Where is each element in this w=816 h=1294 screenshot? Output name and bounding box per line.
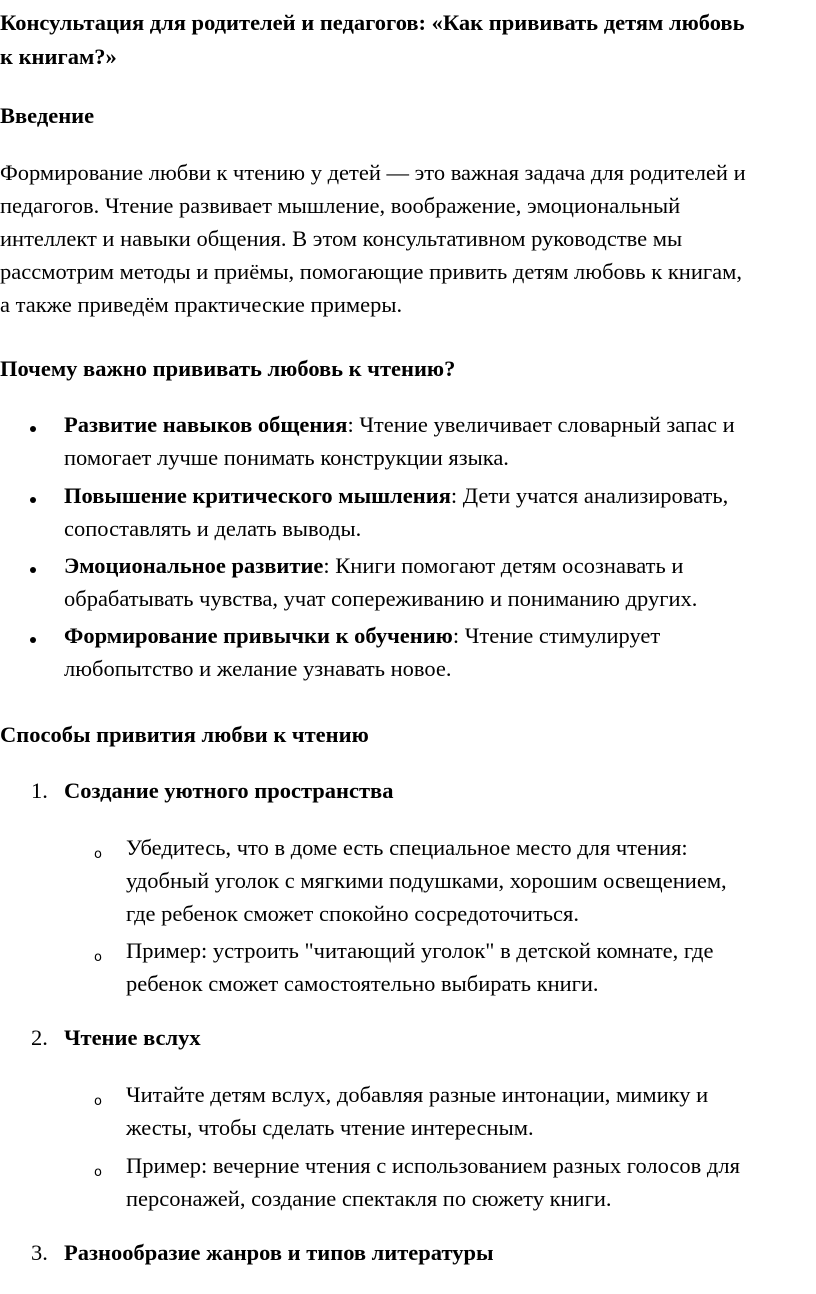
sub-bullet-icon: o	[94, 950, 102, 965]
sub-list-item	[126, 831, 816, 930]
sub-item-line: Читайте детям вслух, добавляя разные интонации, мимику и	[126, 1082, 709, 1107]
title-line-1: Консультация для родителей и педагогов: «Как прививать детям любовь	[0, 10, 745, 35]
item-label: Чтение вслух	[64, 1025, 201, 1050]
bullet-icon	[30, 426, 36, 432]
title-line-2: к книгам?»	[0, 44, 117, 69]
methods-heading: Способы привития любви к чтению	[0, 722, 369, 747]
sub-bullet-icon: o	[94, 1094, 102, 1109]
list-item	[64, 619, 814, 685]
why-heading: Почему важно прививать любовь к чтению?	[0, 356, 456, 381]
sub-item-line: жесты, чтобы сделать чтение интересным.	[126, 1115, 534, 1140]
sub-item-line: удобный уголок с мягкими подушками, хорошим освещением,	[126, 868, 727, 893]
intro-heading: Введение	[0, 103, 95, 128]
sub-item-line: персонажей, создание спектакля по сюжету книги.	[126, 1186, 612, 1211]
intro-line: интеллект и навыки общения. В этом консультативном руководстве мы	[0, 226, 683, 251]
sub-item-line: где ребенок сможет спокойно сосредоточиться.	[126, 901, 580, 926]
list-item-text: любопытство и желание узнавать новое.	[64, 656, 452, 681]
list-item-term: Повышение критического мышления	[64, 483, 451, 508]
list-item-term: Эмоциональное развитие	[64, 553, 324, 578]
item-number: 2.	[31, 1025, 48, 1050]
item-number: 1.	[31, 778, 48, 803]
sub-list-item	[126, 1149, 816, 1215]
sub-bullet-icon: o	[94, 1165, 102, 1180]
list-item	[64, 479, 814, 545]
list-item-text: : Дети учатся анализировать,	[450, 483, 729, 508]
bullet-icon	[30, 567, 36, 573]
document-title	[0, 6, 816, 74]
sub-item-line: Пример: устроить "читающий уголок" в детской комнате, где	[126, 938, 714, 963]
list-item-term: Развитие навыков общения	[64, 412, 348, 437]
item-label: Разнообразие жанров и типов литературы	[64, 1240, 494, 1265]
item-label: Создание уютного пространства	[64, 778, 394, 803]
list-item-text: : Чтение увеличивает словарный запас и	[347, 412, 735, 437]
intro-line: Формирование любви к чтению у детей — это важная задача для родителей и	[0, 160, 746, 185]
sub-item-line: Убедитесь, что в доме есть специальное место для чтения:	[126, 835, 688, 860]
list-item	[64, 549, 814, 615]
sub-item-line: ребенок сможет самостоятельно выбирать книги.	[126, 971, 599, 996]
sub-list-item	[126, 1078, 816, 1144]
item-number: 3.	[31, 1240, 48, 1265]
list-item-term: Формирование привычки к обучению	[64, 623, 453, 648]
bullet-icon	[30, 637, 36, 643]
list-item-text: : Чтение стимулирует	[452, 623, 661, 648]
sub-item-line: Пример: вечерние чтения с использованием разных голосов для	[126, 1153, 740, 1178]
bullet-icon	[30, 497, 36, 503]
sub-list-item	[126, 934, 816, 1000]
list-item-text: обрабатывать чувства, учат сопереживанию и пониманию других.	[64, 586, 698, 611]
list-item-text: сопоставлять и делать выводы.	[64, 516, 362, 541]
intro-line: рассмотрим методы и приёмы, помогающие привить детям любовь к книгам,	[0, 259, 742, 284]
list-item-text: : Книги помогают детям осознавать и	[323, 553, 684, 578]
sub-bullet-icon: o	[94, 847, 102, 862]
intro-line: педагогов. Чтение развивает мышление, воображение, эмоциональный	[0, 193, 681, 218]
list-item-text: помогает лучше понимать конструкции языка.	[64, 445, 509, 470]
intro-line: а также приведём практические примеры.	[0, 292, 403, 317]
list-item	[64, 408, 814, 474]
intro-paragraph	[0, 156, 816, 321]
